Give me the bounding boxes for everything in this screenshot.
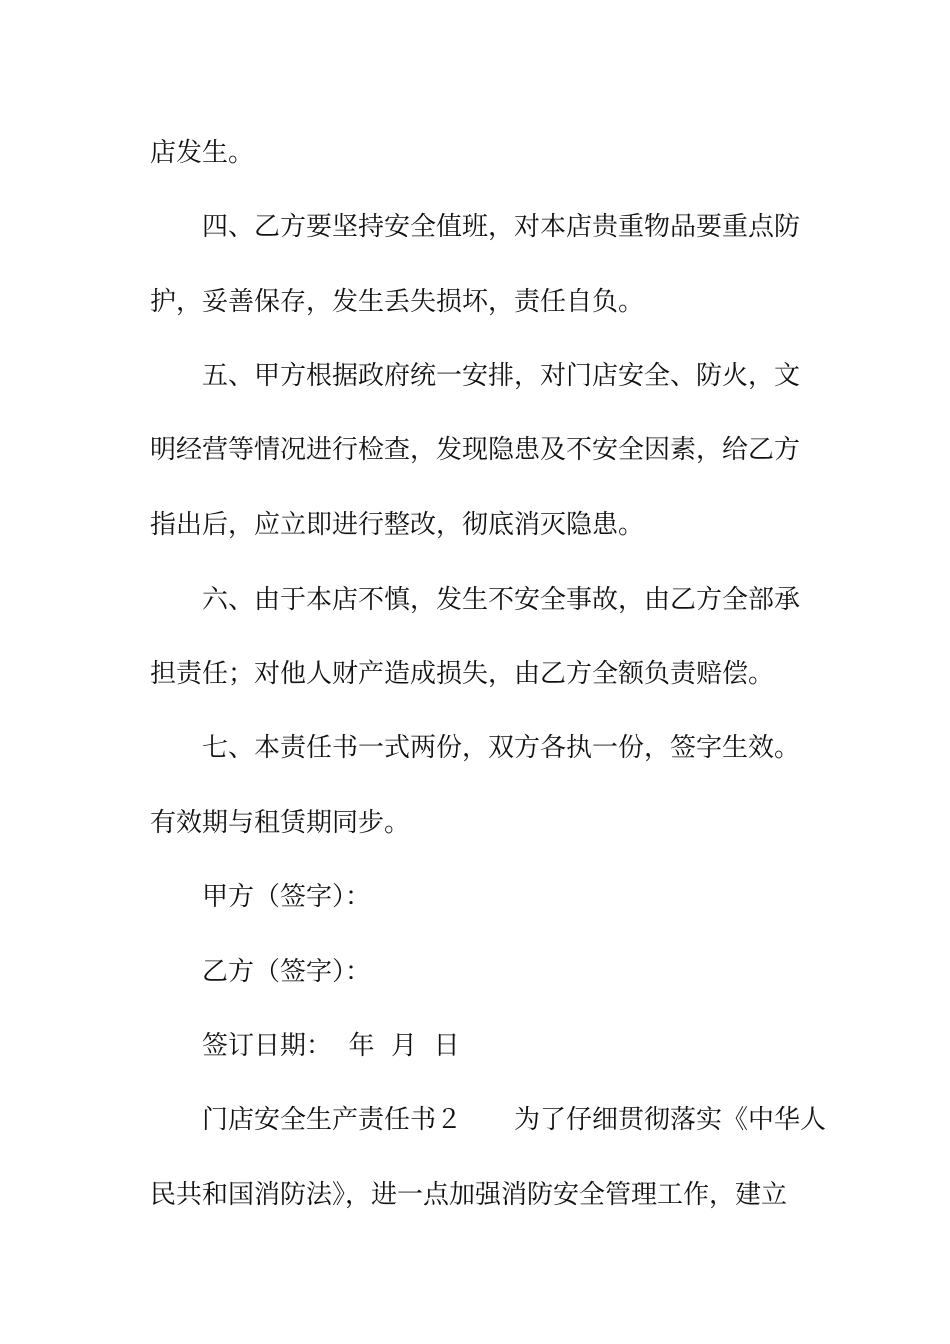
paragraph-line: 店发生。: [150, 138, 255, 168]
paragraph-line: 民共和国消防法》，进一点加强消防安全管理工作，建立: [150, 1180, 788, 1210]
paragraph-line: 五、甲方根据政府统一安排，对门店安全、防火，文: [202, 361, 801, 391]
paragraph-line: 四、乙方要坚持安全值班，对本店贵重物品要重点防: [202, 212, 801, 242]
paragraph-line: 有效期与租赁期同步。: [150, 808, 411, 838]
paragraph-line: 明经营等情况进行检查，发现隐患及不安全因素，给乙方: [150, 435, 801, 465]
paragraph-line: 护，妥善保存，发生丢失损坏，责任自负。: [150, 287, 645, 317]
paragraph-line: 担责任；对他人财产造成损失，由乙方全额负责赔偿。: [150, 659, 775, 689]
paragraph-line: 指出后，应立即进行整改，彻底消灭隐患。: [150, 510, 645, 540]
paragraph-line: 六、由于本店不慎，发生不安全事故，由乙方全部承: [202, 585, 801, 615]
paragraph-line: 门店安全生产责任书２ 为了仔细贯彻落实《中华人: [202, 1105, 827, 1135]
signing-date-line: 签订日期： 年 月 日: [202, 1031, 460, 1061]
signature-line-party-b: 乙方（签字）：: [202, 957, 372, 987]
signature-line-party-a: 甲方（签字）：: [202, 882, 372, 912]
paragraph-line: 七、本责任书一式两份，双方各执一份，签字生效。: [202, 733, 801, 763]
